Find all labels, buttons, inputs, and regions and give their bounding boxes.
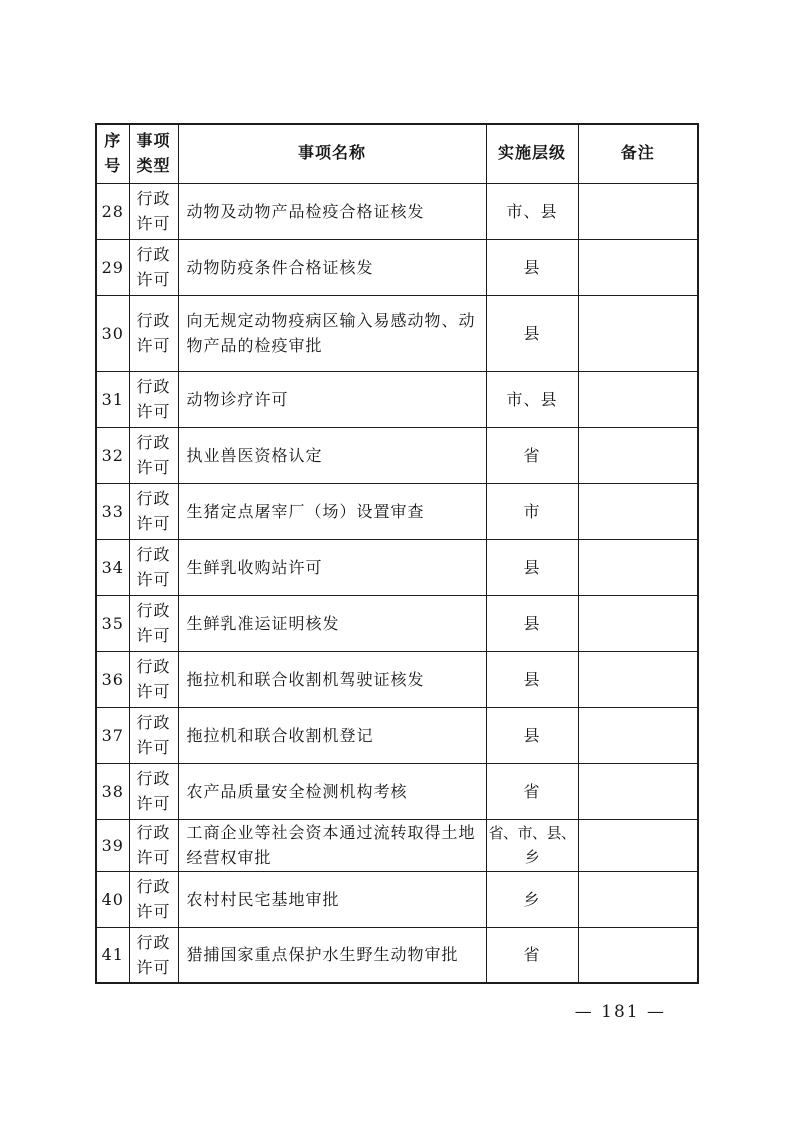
row-level-cell: 县 xyxy=(486,651,578,707)
row-no-cell: 30 xyxy=(96,295,129,371)
licensing-items-table xyxy=(95,123,699,984)
row-name-cell: 执业兽医资格认定 xyxy=(178,427,486,483)
table-row xyxy=(96,927,698,983)
row-type-cell: 行政许可 xyxy=(129,295,178,371)
row-level-cell: 市 xyxy=(486,483,578,539)
row-name-cell: 农产品质量安全检测机构考核 xyxy=(178,763,486,819)
row-type-cell: 行政许可 xyxy=(129,371,178,427)
row-type-cell: 行政许可 xyxy=(129,483,178,539)
row-name-cell: 工商企业等社会资本通过流转取得土地经营权审批 xyxy=(178,819,486,871)
column-header-level: 实施层级 xyxy=(486,124,578,183)
row-note-cell xyxy=(578,707,698,763)
row-type-cell: 行政许可 xyxy=(129,539,178,595)
row-name-cell: 农村村民宅基地审批 xyxy=(178,871,486,927)
row-note-cell xyxy=(578,595,698,651)
table-row xyxy=(96,539,698,595)
column-header-no: 序号 xyxy=(96,124,129,183)
row-type-cell: 行政许可 xyxy=(129,763,178,819)
row-name-cell: 向无规定动物疫病区输入易感动物、动物产品的检疫审批 xyxy=(178,295,486,371)
row-no-cell: 31 xyxy=(96,371,129,427)
row-level-cell: 县 xyxy=(486,239,578,295)
row-note-cell xyxy=(578,819,698,871)
row-no-cell: 38 xyxy=(96,763,129,819)
row-note-cell xyxy=(578,539,698,595)
row-no-cell: 39 xyxy=(96,819,129,871)
table-row xyxy=(96,871,698,927)
row-type-cell: 行政许可 xyxy=(129,707,178,763)
row-level-cell: 乡 xyxy=(486,871,578,927)
row-level-cell: 省 xyxy=(486,763,578,819)
row-name-cell: 拖拉机和联合收割机登记 xyxy=(178,707,486,763)
row-level-cell: 县 xyxy=(486,595,578,651)
table-row xyxy=(96,183,698,239)
row-level-cell: 省 xyxy=(486,427,578,483)
table-row xyxy=(96,483,698,539)
table-row xyxy=(96,763,698,819)
row-note-cell xyxy=(578,871,698,927)
row-type-cell: 行政许可 xyxy=(129,651,178,707)
row-type-cell: 行政许可 xyxy=(129,183,178,239)
column-header-note: 备注 xyxy=(578,124,698,183)
table-row xyxy=(96,427,698,483)
row-name-cell: 动物防疫条件合格证核发 xyxy=(178,239,486,295)
row-type-cell: 行政许可 xyxy=(129,427,178,483)
table-row xyxy=(96,651,698,707)
row-no-cell: 34 xyxy=(96,539,129,595)
row-type-cell: 行政许可 xyxy=(129,239,178,295)
row-name-cell: 猎捕国家重点保护水生野生动物审批 xyxy=(178,927,486,983)
row-type-cell: 行政许可 xyxy=(129,819,178,871)
row-level-cell: 县 xyxy=(486,539,578,595)
table-row xyxy=(96,819,698,871)
row-level-cell xyxy=(486,819,578,871)
row-no-cell: 32 xyxy=(96,427,129,483)
row-type-cell: 行政许可 xyxy=(129,927,178,983)
row-note-cell xyxy=(578,183,698,239)
column-header-type: 事项类型 xyxy=(129,124,178,183)
row-level-cell: 县 xyxy=(486,295,578,371)
table-row xyxy=(96,707,698,763)
table-row xyxy=(96,371,698,427)
row-name-cell: 动物诊疗许可 xyxy=(178,371,486,427)
row-name-cell: 动物及动物产品检疫合格证核发 xyxy=(178,183,486,239)
row-no-cell: 28 xyxy=(96,183,129,239)
row-type-cell: 行政许可 xyxy=(129,871,178,927)
row-no-cell: 41 xyxy=(96,927,129,983)
row-no-cell: 35 xyxy=(96,595,129,651)
row-note-cell xyxy=(578,763,698,819)
row-no-cell: 29 xyxy=(96,239,129,295)
row-no-cell: 36 xyxy=(96,651,129,707)
row-no-cell: 33 xyxy=(96,483,129,539)
header-row xyxy=(96,124,698,183)
row-note-cell xyxy=(578,427,698,483)
row-note-cell xyxy=(578,651,698,707)
row-note-cell xyxy=(578,371,698,427)
row-no-cell: 37 xyxy=(96,707,129,763)
row-name-cell: 生猪定点屠宰厂（场）设置审查 xyxy=(178,483,486,539)
row-level-text: 省、市、县、乡 xyxy=(488,824,576,866)
row-level-cell: 市、县 xyxy=(486,183,578,239)
row-name-cell: 生鲜乳收购站许可 xyxy=(178,539,486,595)
row-note-cell xyxy=(578,239,698,295)
row-name-cell: 生鲜乳准运证明核发 xyxy=(178,595,486,651)
table-body xyxy=(96,183,698,983)
table-row xyxy=(96,239,698,295)
row-note-cell xyxy=(578,927,698,983)
row-name-cell: 拖拉机和联合收割机驾驶证核发 xyxy=(178,651,486,707)
table-row xyxy=(96,295,698,371)
row-no-cell: 40 xyxy=(96,871,129,927)
row-level-cell: 市、县 xyxy=(486,371,578,427)
row-note-cell xyxy=(578,483,698,539)
column-header-name: 事项名称 xyxy=(178,124,486,183)
page-number: — 181 — xyxy=(574,1002,666,1022)
row-level-cell: 县 xyxy=(486,707,578,763)
table-header xyxy=(96,124,698,183)
table-row xyxy=(96,595,698,651)
row-level-cell: 省 xyxy=(486,927,578,983)
row-note-cell xyxy=(578,295,698,371)
row-type-cell: 行政许可 xyxy=(129,595,178,651)
